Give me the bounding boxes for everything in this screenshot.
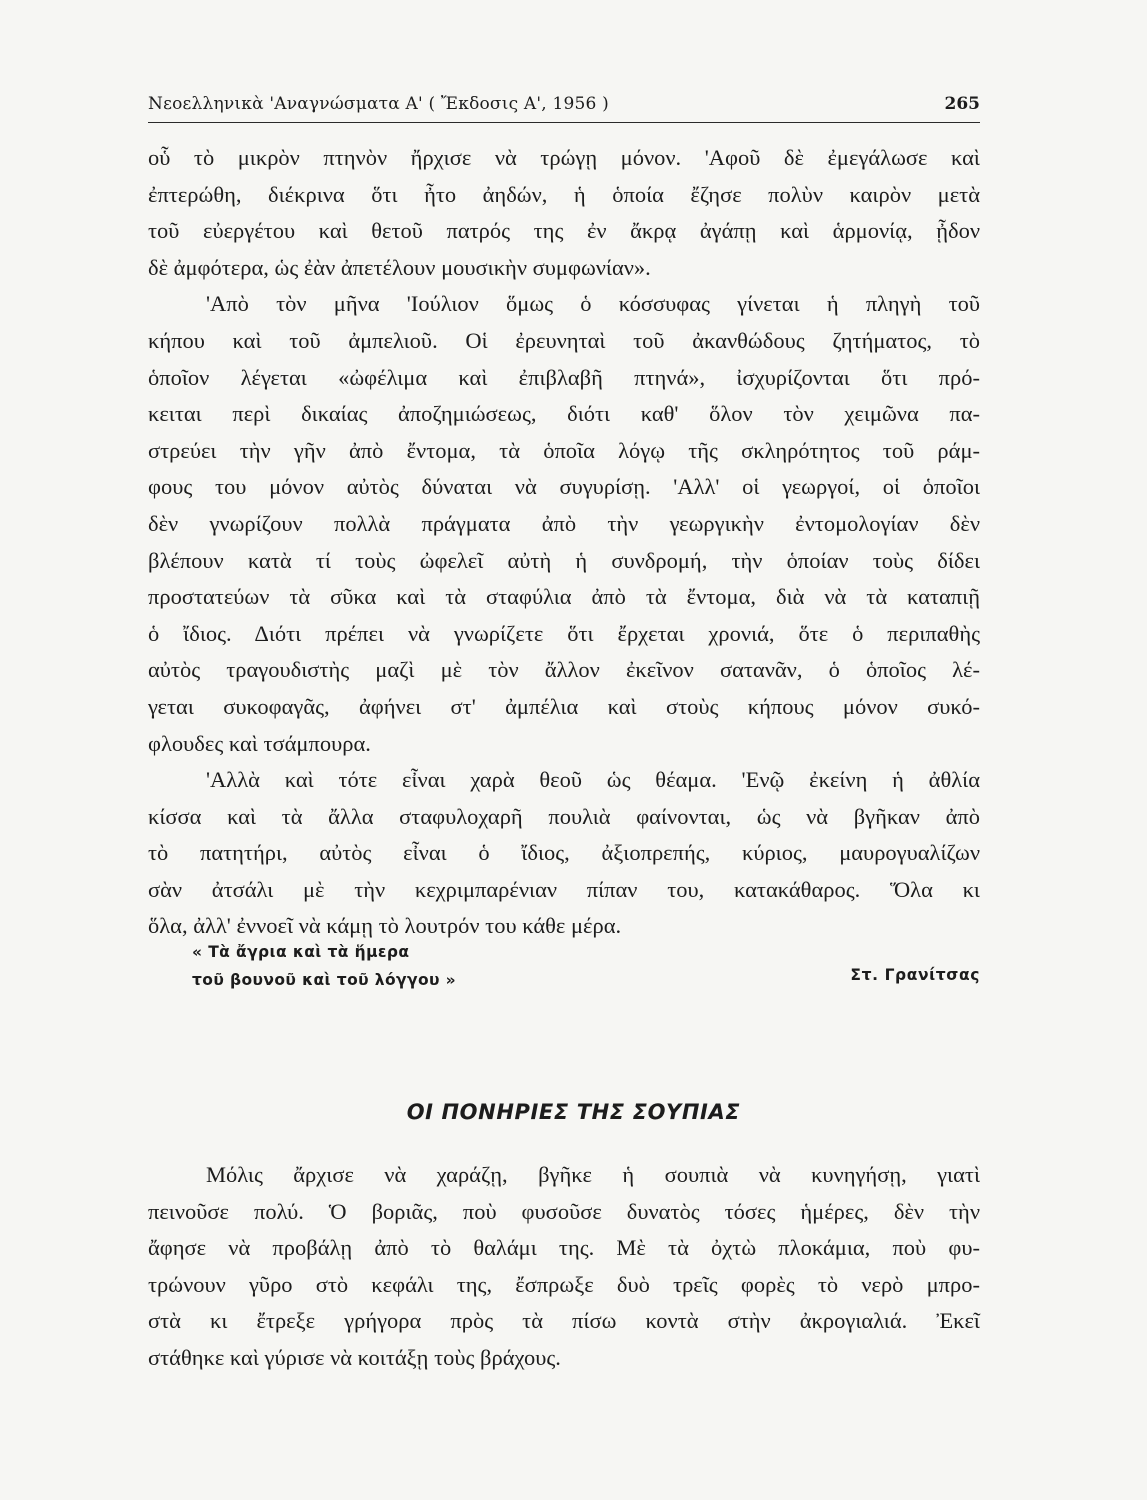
running-title: Νεοελληνικὰ 'Αναγνώσματα Α' ( Ἔκδοσις Α', 1956 ) <box>148 94 609 114</box>
text-line: Μόλις ἄρχισε νὰ χαράζῃ, βγῆκε ἡ σουπιὰ νὰ κυνηγήσῃ, γιατὶ <box>206 1162 980 1187</box>
text-line: αὐτὸς τραγουδιστὴς μαζὶ μὲ τὸν ἄλλον ἐκεῖνον σατανᾶν, ὁ ὁποῖος λέ- <box>148 657 980 683</box>
text-line: ὅλα, ἀλλ' ἐννοεῖ νὰ κάμῃ τὸ λουτρόν του κάθε μέρα. <box>148 913 622 939</box>
text-line: κίσσα καὶ τὰ ἄλλα σταφυλοχαρῆ πουλιὰ φαίνονται, ὡς νὰ βγῆκαν ἀπὸ <box>148 803 980 829</box>
text-line: ἐπτερώθη, διέκρινα ὅτι ἦτο ἀηδών, ἡ ὁποία ἔζησε πολὺν καιρὸν μετὰ <box>148 181 980 207</box>
text-line: στὰ κι ἔτρεξε γρήγορα πρὸς τὰ πίσω κοντὰ στὴν ἀκρογιαλιά. Ἐκεῖ <box>148 1308 980 1334</box>
text-line: ὁ ἴδιος. Διότι πρέπει νὰ γνωρίζετε ὅτι ἔρχεται χρονιά, ὅτε ὁ περιπαθὴς <box>148 620 980 646</box>
text-line: γεται συκοφαγᾶς, ἀφήνει στ' ἀμπέλια καὶ στοὺς κήπους μόνον συκό- <box>148 693 980 719</box>
text-line: 'Απὸ τὸν μῆνα 'Ιούλιον ὅμως ὁ κόσσυφας γίνεται ἡ πληγὴ τοῦ <box>206 291 981 317</box>
text-line: στάθηκε καὶ γύρισε νὰ κοιτάξῃ τοὺς βράχους. <box>148 1344 561 1370</box>
text-line: προστατεύων τὰ σῦκα καὶ τὰ σταφύλια ἀπὸ τὰ ἔντομα, διὰ νὰ τὰ καταπιῇ <box>148 584 980 610</box>
text-line: φους του μόνον αὐτὸς δύναται νὰ συγυρίσῃ. 'Αλλ' οἱ γεωργοί, οἱ ὁποῖοι <box>148 474 980 500</box>
text-line: δὲν γνωρίζουν πολλὰ πράγματα ἀπὸ τὴν γεωργικὴν ἐντομολογίαν δὲν <box>148 510 980 536</box>
author-signature: Στ. Γρανίτσας <box>850 966 980 984</box>
text-line: ὁποῖον λέγεται «ὠφέλιμα καὶ ἐπιβλαβῆ πτηνά», ἰσχυρίζονται ὅτι πρό- <box>148 364 980 390</box>
text-line: τὸ πατητήρι, αὐτὸς εἶναι ὁ ἴδιος, ἀξιοπρεπής, κύριος, μαυρογυαλίζων <box>148 840 980 866</box>
text-line: τοῦ εὐεργέτου καὶ θετοῦ πατρός της ἐν ἄκρᾳ ἀγάπῃ καὶ ἁρμονίᾳ, ᾖδον <box>148 218 980 244</box>
text-line: κειται περὶ δικαίας ἀποζημιώσεως, διότι καθ' ὅλον τὸν χειμῶνα πα- <box>148 401 980 427</box>
passage-cuttlefish <box>148 1157 980 1377</box>
source-citation <box>192 938 456 994</box>
text-line: οὗ τὸ μικρὸν πτηνὸν ἤρχισε νὰ τρώγῃ μόνον. 'Αφοῦ δὲ ἐμεγάλωσε καὶ <box>148 145 980 170</box>
text-line: στρεύει τὴν γῆν ἀπὸ ἔντομα, τὰ ὁποῖα λόγῳ τῆς σκληρότητος τοῦ ράμ- <box>148 437 980 463</box>
text-line: κήπου καὶ τοῦ ἀμπελιοῦ. Οἱ ἐρευνηταὶ τοῦ ἀκανθώδους ζητήματος, τὸ <box>148 327 980 353</box>
passage-blackbird <box>148 140 980 945</box>
running-header <box>148 92 980 123</box>
source-line: τοῦ βουνοῦ καὶ τοῦ λόγγου » <box>192 971 457 989</box>
text-line: φλουδες καὶ τσάμπουρα. <box>148 730 371 756</box>
text-line: βλέπουν κατὰ τί τοὺς ὠφελεῖ αὐτὴ ἡ συνδρομή, τὴν ὁποίαν τοὺς δίδει <box>148 547 980 573</box>
text-line: πεινοῦσε πολύ. Ὁ βοριᾶς, ποὺ φυσοῦσε δυνατὸς τόσες ἡμέρες, δὲν τὴν <box>148 1198 980 1224</box>
text-line: σὰν ἀτσάλι μὲ τὴν κεχριμπαρένιαν πίπαν του, κατακάθαρος. Ὅλα κι <box>148 876 980 902</box>
section-title: ΟΙ ΠΟΝΗΡΙΕΣ ΤΗΣ ΣΟΥΠΙΑΣ <box>406 1100 741 1124</box>
source-line: « Τὰ ἄγρια καὶ τὰ ἥμερα <box>192 943 410 961</box>
text-line: τρώνουν γῦρο στὸ κεφάλι της, ἔσπρωξε δυὸ τρεῖς φορὲς τὸ νερὸ μπρο- <box>148 1271 980 1297</box>
text-line: δὲ ἀμφότερα, ὡς ἐὰν ἀπετέλουν μουσικὴν συμφωνίαν». <box>148 254 651 280</box>
page-number: 265 <box>944 94 980 114</box>
text-line: ἄφησε νὰ προβάλῃ ἀπὸ τὸ θαλάμι της. Μὲ τὰ ὀχτὼ πλοκάμια, ποὺ φυ- <box>148 1235 980 1261</box>
text-line: 'Αλλὰ καὶ τότε εἶναι χαρὰ θεοῦ ὡς θέαμα. 'Ενῷ ἐκείνη ἡ ἀθλία <box>206 767 980 793</box>
